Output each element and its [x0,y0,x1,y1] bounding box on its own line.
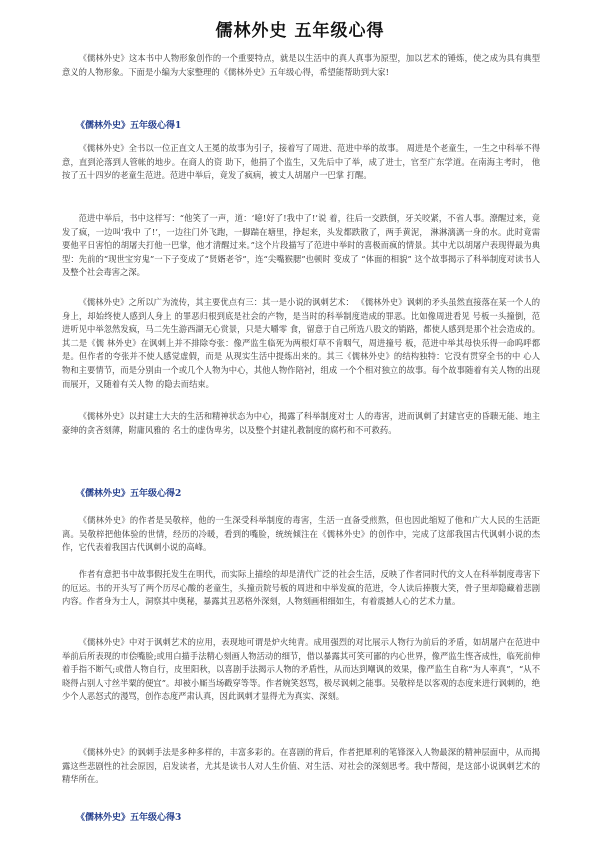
intro-paragraph: 《儒林外史》这本书中人物形象创作的一个重要特点，就是以生活中的真人真事为原型，加以艺术的锤炼，使之成为具有典型意义的人物形象。下面是小编为大家整理的《儒林外史》五年级心得，希望能帮助到大家! [62,53,540,77]
section-3-heading: 《儒林外史》五年级心得3 [76,813,182,823]
section-1-paragraph-3: 《儒林外史》之所以广为流传，其主要优点有三：其一是小说的讽刺艺术： 《儒林外史》讽刺的矛头虽然直接落在某一个人的身上，却始终使人感到人身上 的罪恶归根到底是社会的产物，是当时的科举制度造成的罪恶。比如像周进看见 号板一头撞倒，范进听见中举忽然发疯，马二先生游西湖无心赏景，只是大嚼零 食，留意于自己所选八股文的销路，都使人感到是那个社会造成的。其二是《儒 林外史》在讽刺上并不排除夸张：像严监生临死为两根灯草不肯咽气，周进撞号 板，范进中举其母快乐得一命呜呼都是。但作者的夸张并不使人感觉虚假，而是 从现实生活中提炼出来的。其三《儒林外史》的结构独特：它没有贯穿全书的中 心人物和主要情节，而是分别由一个或几个人物为中心，其他人物作陪衬，组成 一个个相对独立的故事。每个故事随着有关人物的出现而展开，又随着有关人物 的隐去而结束。 [62,297,540,389]
section-2-paragraph-4: 《儒林外史》的讽刺手法是多种多样的，丰富多彩的。在喜剧的背后，作者把犀利的笔锋深入人物最深的精神层面中，从而揭露这些悲剧性的社会原因，启发读者，尤其是读书人对人生价值、对生活、对社会的深刻思考。我中帮阅，是这部小说讽刺艺术的精华所在。 [62,747,540,785]
section-2-paragraph-2: 作者有意把书中故事假托发生在明代，而实际上描绘的却是清代广泛的社会生活，反映了作者同时代的文人在科举制度毒害下的厄运。书的开头写了两个历尽心酸的老童生，头撞贡院号板的周进和中举发疯的范进，令人读后捧腹大笑，骨子里却隐藏着悲剧内容。作者身为士人，洞察其中奥秘，暴露其丑恶格外深刻，人物刻画相细如生，有着震撼人心的艺术力量。 [62,569,540,607]
section-2-paragraph-3: 《儒林外史》中对于讽刺艺术的应用，表现地可谓是炉火纯青。成用强烈的对比展示人物行为前后的矛盾，如胡屠户在范进中举前后所表现的市侩嘴脸;或用白描手法精心刻画人物活动的细节，借以暴露其可笑可鄙的内心世界，像严监生悭吝成性，临死前伸着手指不断气;或借人物自行，皮里阳秋，以喜剧手法揭示人物的矛盾性，从而达到嘲讽的效果，像严监生自称“为人率真”，“从不晓得占别人寸丝半粟的便宜”。却被小厮当场戳穿等等。作者婉笑怒骂，极尽讽刺之能事。吴敬梓是以客观的态度来进行讽刺的，绝少个人恶怒式的漫骂，创作态度严肃认真，因此讽刺才显得尤为真实、深刻。 [62,637,540,702]
section-1-paragraph-2: 范进中举后，书中这样写：“他笑了一声，道：‘噫!好了!我中了!’说 着，往后一交跌倒，牙关咬紧，不省人事。潦醒过来，竟发了疯，一边叫‘我中 了!’，一边往门外飞跑，一脚踹在塘里，挣起来，头发都跌散了，两手黄泥， 淋淋漓漓一身的水。此时竟需要他平日害怕的胡屠夫打他一巴掌，他才清醒过来。”这个片段描写了范进中举时的喜极而疯的情景。其中尤以胡屠户表现得最为典 型：先前的“现世宝穷鬼”一下子变成了“贤婿老爷”，连“尖嘴猴腮”也顿时 变成了 “体面的相貌” 这个故事揭示了科举制度对读书人及整个社会毒害之深。 [62,213,540,278]
section-1-heading: 《儒林外史》五年级心得1 [76,121,182,131]
section-2-heading: 《儒林外史》五年级心得2 [76,489,182,499]
section-2-paragraph-1: 《儒林外史》的作者是吴敬梓，他的一生深受科举制度的毒害，生活一直备受煎熬，但也因此缩短了他和广大人民的生活距离。吴敬梓把他体验的世情，经历的冷暖，看到的嘴脸，统统倾注在《儒林外史》的创作中，完成了这部我国古代讽刺小说的杰作，它代表着我国古代讽刺小说的高峰。 [62,515,540,553]
section-1-paragraph-4: 《儒林外史》以封建士大夫的生活和精神状态为中心，揭露了科举制度对士 人的毒害，进而讽刺了封建官吏的昏聩无能、地主豪绅的贪吝刻薄，附庸风雅的 名士的虚伪卑劣，以及整个封建礼教制度的腐朽和不可救药。 [62,411,540,435]
page-title: 儒林外史 五年级心得 [215,21,385,41]
section-1-paragraph-1: 《儒林外史》全书以一位正直文人王冕的故事为引子，接着写了周进、范进中举的故事。 周进是个老童生，一生之中科举不得意，直到沦落到人管帐的地步。在商人的资 助下，他捐了个监生，又先后中了举，成了进士，官至广东学道。在南海主考时， 他按了五十四岁的老童生范进。范进中举后，竟发了疯病，被丈人胡屠户一巴掌 打醒。 [62,143,540,181]
